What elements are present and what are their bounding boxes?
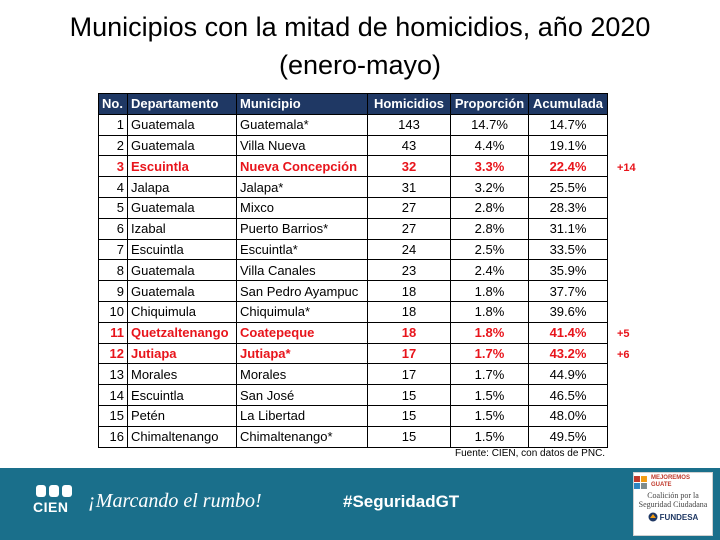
table-row xyxy=(99,405,608,426)
fundesa-text: FUNDESA xyxy=(659,512,699,522)
cell-departamento: Guatemala xyxy=(128,197,237,218)
cell-homicidios: 15 xyxy=(368,385,451,406)
cell-no: 14 xyxy=(99,385,128,406)
cell-homicidios: 24 xyxy=(368,239,451,260)
homicides-table xyxy=(98,93,608,448)
cell-municipio: Puerto Barrios* xyxy=(237,218,368,239)
table-row xyxy=(99,135,608,156)
cell-departamento: Petén xyxy=(128,405,237,426)
cell-proporcion: 3.2% xyxy=(451,177,529,198)
cell-acumulada: 28.3% xyxy=(529,197,608,218)
cell-proporcion: 1.7% xyxy=(451,364,529,385)
cell-homicidios: 32 xyxy=(368,156,451,177)
cell-departamento: Izabal xyxy=(128,218,237,239)
cell-homicidios: 143 xyxy=(368,114,451,135)
cell-homicidios: 27 xyxy=(368,197,451,218)
cell-no: 15 xyxy=(99,405,128,426)
cell-acumulada: 44.9% xyxy=(529,364,608,385)
cell-acumulada: 49.5% xyxy=(529,426,608,447)
cell-departamento: Quetzaltenango xyxy=(128,322,237,343)
cell-acumulada: 48.0% xyxy=(529,405,608,426)
header-departamento: Departamento xyxy=(128,94,237,115)
cell-municipio: Jutiapa* xyxy=(237,343,368,364)
table-row xyxy=(99,364,608,385)
cell-acumulada: 39.6% xyxy=(529,301,608,322)
header-municipio: Municipio xyxy=(237,94,368,115)
footer-bar xyxy=(0,468,720,540)
cell-municipio: Villa Nueva xyxy=(237,135,368,156)
cell-acumulada: 35.9% xyxy=(529,260,608,281)
page-title xyxy=(0,8,720,84)
cell-homicidios: 18 xyxy=(368,281,451,302)
cell-proporcion: 1.5% xyxy=(451,405,529,426)
cell-no: 16 xyxy=(99,426,128,447)
cell-departamento: Guatemala xyxy=(128,281,237,302)
cell-homicidios: 23 xyxy=(368,260,451,281)
cell-municipio: Nueva Concepción xyxy=(237,156,368,177)
table-row xyxy=(99,281,608,302)
cell-no: 12 xyxy=(99,343,128,364)
cell-proporcion: 3.3% xyxy=(451,156,529,177)
table-body xyxy=(99,114,608,447)
table-row xyxy=(99,343,608,364)
delta-annotation: +14 xyxy=(617,161,636,174)
cell-acumulada: 22.4% xyxy=(529,156,608,177)
cell-proporcion: 1.8% xyxy=(451,281,529,302)
cell-acumulada: 14.7% xyxy=(529,114,608,135)
cien-logo-text: CIEN xyxy=(33,499,69,515)
cell-departamento: Morales xyxy=(128,364,237,385)
source-note: Fuente: CIEN, con datos de PNC. xyxy=(455,448,606,459)
cell-homicidios: 18 xyxy=(368,322,451,343)
cell-no: 1 xyxy=(99,114,128,135)
table-header-row xyxy=(99,94,608,115)
cell-departamento: Escuintla xyxy=(128,385,237,406)
cell-proporcion: 1.7% xyxy=(451,343,529,364)
cell-departamento: Jalapa xyxy=(128,177,237,198)
cell-municipio: Escuintla* xyxy=(237,239,368,260)
table-row xyxy=(99,260,608,281)
cell-departamento: Chimaltenango xyxy=(128,426,237,447)
mejoremos-guate-icon xyxy=(634,476,648,489)
cell-proporcion: 2.5% xyxy=(451,239,529,260)
cien-logo-icon xyxy=(36,485,75,497)
cell-municipio: Coatepeque xyxy=(237,322,368,343)
table-row xyxy=(99,301,608,322)
cell-municipio: San José xyxy=(237,385,368,406)
cell-departamento: Guatemala xyxy=(128,114,237,135)
cell-departamento: Chiquimula xyxy=(128,301,237,322)
cell-proporcion: 14.7% xyxy=(451,114,529,135)
delta-annotation: +5 xyxy=(617,328,630,341)
cell-homicidios: 15 xyxy=(368,405,451,426)
cell-proporcion: 1.5% xyxy=(451,426,529,447)
cell-no: 13 xyxy=(99,364,128,385)
table-row xyxy=(99,239,608,260)
cell-proporcion: 2.4% xyxy=(451,260,529,281)
cell-homicidios: 17 xyxy=(368,364,451,385)
cell-departamento: Jutiapa xyxy=(128,343,237,364)
cell-acumulada: 31.1% xyxy=(529,218,608,239)
cell-no: 2 xyxy=(99,135,128,156)
title-line-1: Municipios con la mitad de homicidios, año 2020 xyxy=(69,12,651,42)
cell-homicidios: 43 xyxy=(368,135,451,156)
cell-municipio: Morales xyxy=(237,364,368,385)
table-row xyxy=(99,114,608,135)
cell-homicidios: 31 xyxy=(368,177,451,198)
cell-departamento: Guatemala xyxy=(128,135,237,156)
cell-acumulada: 25.5% xyxy=(529,177,608,198)
cell-homicidios: 17 xyxy=(368,343,451,364)
cell-homicidios: 18 xyxy=(368,301,451,322)
slogan: ¡Marcando el rumbo! xyxy=(88,490,262,512)
cell-municipio: Villa Canales xyxy=(237,260,368,281)
header-homicidios: Homicidios xyxy=(368,94,451,115)
cell-proporcion: 1.8% xyxy=(451,301,529,322)
table-row xyxy=(99,322,608,343)
cell-departamento: Escuintla xyxy=(128,239,237,260)
cell-no: 11 xyxy=(99,322,128,343)
table-row xyxy=(99,218,608,239)
cell-acumulada: 37.7% xyxy=(529,281,608,302)
table-row xyxy=(99,156,608,177)
header-acumulada: Acumulada xyxy=(529,94,608,115)
cell-acumulada: 41.4% xyxy=(529,322,608,343)
fundesa-icon xyxy=(648,512,658,522)
cell-departamento: Escuintla xyxy=(128,156,237,177)
cell-acumulada: 43.2% xyxy=(529,343,608,364)
cell-municipio: Guatemala* xyxy=(237,114,368,135)
cell-proporcion: 2.8% xyxy=(451,218,529,239)
cien-logo xyxy=(33,485,75,521)
cell-no: 10 xyxy=(99,301,128,322)
cell-proporcion: 1.8% xyxy=(451,322,529,343)
table-row xyxy=(99,177,608,198)
cell-municipio: Mixco xyxy=(237,197,368,218)
delta-annotation: +6 xyxy=(617,348,630,361)
cell-homicidios: 15 xyxy=(368,426,451,447)
cell-no: 6 xyxy=(99,218,128,239)
cell-no: 4 xyxy=(99,177,128,198)
header-no: No. xyxy=(99,94,128,115)
cell-proporcion: 2.8% xyxy=(451,197,529,218)
cell-municipio: Jalapa* xyxy=(237,177,368,198)
cell-proporcion: 4.4% xyxy=(451,135,529,156)
cell-no: 8 xyxy=(99,260,128,281)
coalition-text: Coalición por la Seguridad Ciudadana xyxy=(638,491,708,509)
cell-no: 5 xyxy=(99,197,128,218)
table-row xyxy=(99,426,608,447)
cell-municipio: Chimaltenango* xyxy=(237,426,368,447)
cell-municipio: Chiquimula* xyxy=(237,301,368,322)
mejoremos-guate-text: MEJOREMOS GUATE xyxy=(650,475,690,488)
hashtag: #SeguridadGT xyxy=(343,492,460,511)
cell-acumulada: 19.1% xyxy=(529,135,608,156)
cell-municipio: La Libertad xyxy=(237,405,368,426)
header-proporcion: Proporción xyxy=(451,94,529,115)
table-row xyxy=(99,197,608,218)
cell-acumulada: 33.5% xyxy=(529,239,608,260)
cell-municipio: San Pedro Ayampuc xyxy=(237,281,368,302)
table-row xyxy=(99,385,608,406)
cell-proporcion: 1.5% xyxy=(451,385,529,406)
title-line-2: (enero-mayo) xyxy=(278,50,442,80)
cell-homicidios: 27 xyxy=(368,218,451,239)
cell-no: 9 xyxy=(99,281,128,302)
cell-acumulada: 46.5% xyxy=(529,385,608,406)
partner-logo xyxy=(633,472,713,536)
cell-departamento: Guatemala xyxy=(128,260,237,281)
cell-no: 3 xyxy=(99,156,128,177)
cell-no: 7 xyxy=(99,239,128,260)
